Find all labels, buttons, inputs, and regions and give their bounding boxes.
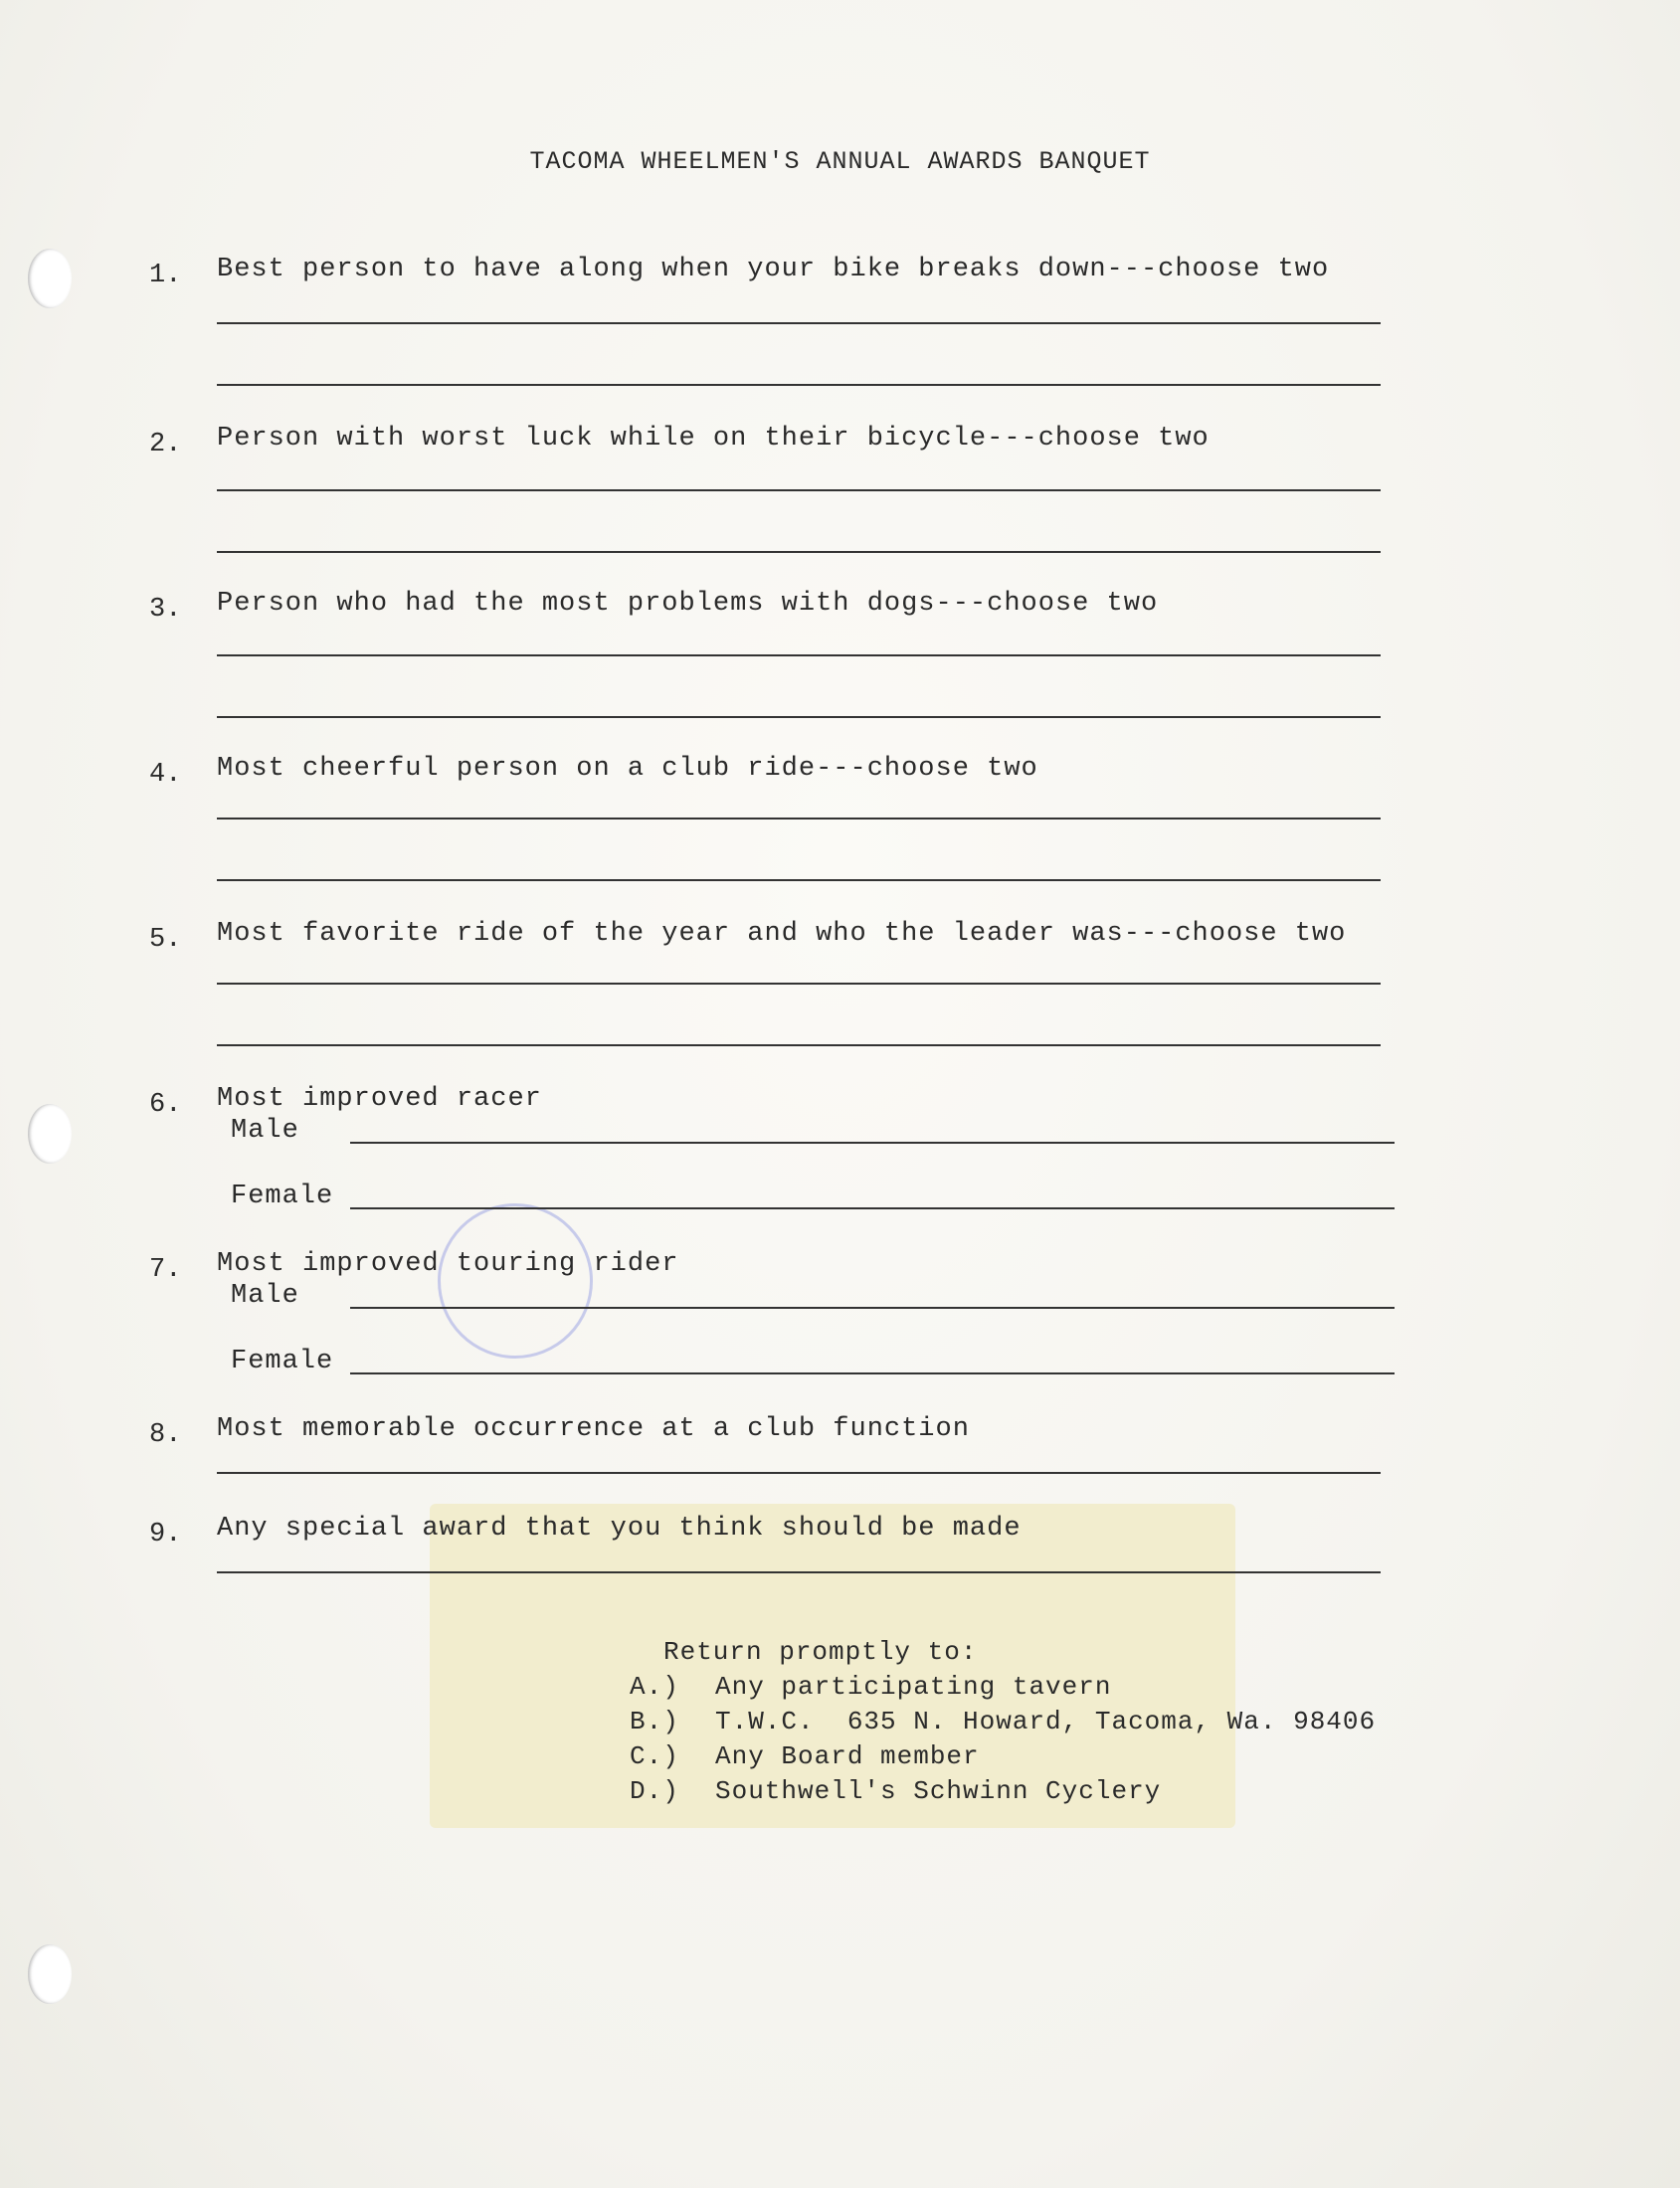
answer-line[interactable] <box>217 384 1381 386</box>
question-text: Most improved touring rider <box>217 1249 679 1279</box>
answer-line[interactable] <box>217 1044 1381 1046</box>
answer-line[interactable] <box>217 879 1381 881</box>
return-option-text: Any participating tavern <box>715 1671 1112 1702</box>
return-option <box>630 1669 1376 1704</box>
question-text: Most favorite ride of the year and who the leader was---choose two <box>217 919 1347 949</box>
return-title: Return promptly to: <box>663 1637 978 1667</box>
male-label: Male <box>231 1116 299 1146</box>
question-text: Best person to have along when your bike breaks down---choose two <box>217 255 1330 284</box>
question-number: 8. <box>149 1420 182 1450</box>
question-number: 9. <box>149 1520 182 1550</box>
punch-hole <box>28 249 72 308</box>
answer-line[interactable] <box>217 489 1381 491</box>
male-label: Male <box>231 1281 299 1311</box>
question-number: 3. <box>149 595 182 625</box>
return-option-text: Southwell's Schwinn Cyclery <box>715 1775 1162 1806</box>
answer-line[interactable] <box>217 551 1381 553</box>
return-option-letter: D.) <box>630 1775 679 1806</box>
question-text: Person with worst luck while on their bicycle---choose two <box>217 424 1210 454</box>
return-option-text: T.W.C. 635 N. Howard, Tacoma, Wa. 98406 <box>715 1706 1377 1736</box>
answer-line[interactable] <box>217 322 1381 324</box>
return-option-letter: A.) <box>630 1671 679 1702</box>
female-label: Female <box>231 1182 334 1211</box>
female-answer-line[interactable] <box>350 1207 1395 1209</box>
male-answer-line[interactable] <box>350 1142 1395 1144</box>
question-number: 2. <box>149 430 182 459</box>
punch-hole <box>28 1104 72 1164</box>
answer-line[interactable] <box>217 1472 1381 1474</box>
question-number: 5. <box>149 925 182 955</box>
question-text: Most memorable occurrence at a club function <box>217 1414 970 1444</box>
question-number: 6. <box>149 1090 182 1120</box>
question-number: 7. <box>149 1255 182 1285</box>
answer-line[interactable] <box>217 654 1381 656</box>
received-stamp <box>438 1203 593 1359</box>
form-title: TACOMA WHEELMEN'S ANNUAL AWARDS BANQUET <box>529 147 1151 176</box>
question-text: Most cheerful person on a club ride---choose two <box>217 754 1038 784</box>
answer-line[interactable] <box>217 818 1381 820</box>
return-option-text: Any Board member <box>715 1740 980 1771</box>
question-text: Any special award that you think should be made <box>217 1514 1022 1544</box>
punch-hole <box>28 1944 72 2004</box>
answer-line[interactable] <box>217 983 1381 985</box>
answer-line[interactable] <box>217 1571 1381 1573</box>
male-answer-line[interactable] <box>350 1307 1395 1309</box>
return-option <box>630 1704 1376 1738</box>
female-answer-line[interactable] <box>350 1372 1395 1374</box>
question-number: 1. <box>149 261 182 290</box>
question-text: Person who had the most problems with dogs---choose two <box>217 589 1159 619</box>
question-number: 4. <box>149 760 182 790</box>
return-instructions <box>630 1637 1376 1808</box>
return-option-letter: C.) <box>630 1740 679 1771</box>
return-option <box>630 1773 1376 1808</box>
return-option-letter: B.) <box>630 1706 679 1736</box>
question-text: Most improved racer <box>217 1084 542 1114</box>
female-label: Female <box>231 1347 334 1376</box>
answer-line[interactable] <box>217 716 1381 718</box>
return-option <box>630 1738 1376 1773</box>
